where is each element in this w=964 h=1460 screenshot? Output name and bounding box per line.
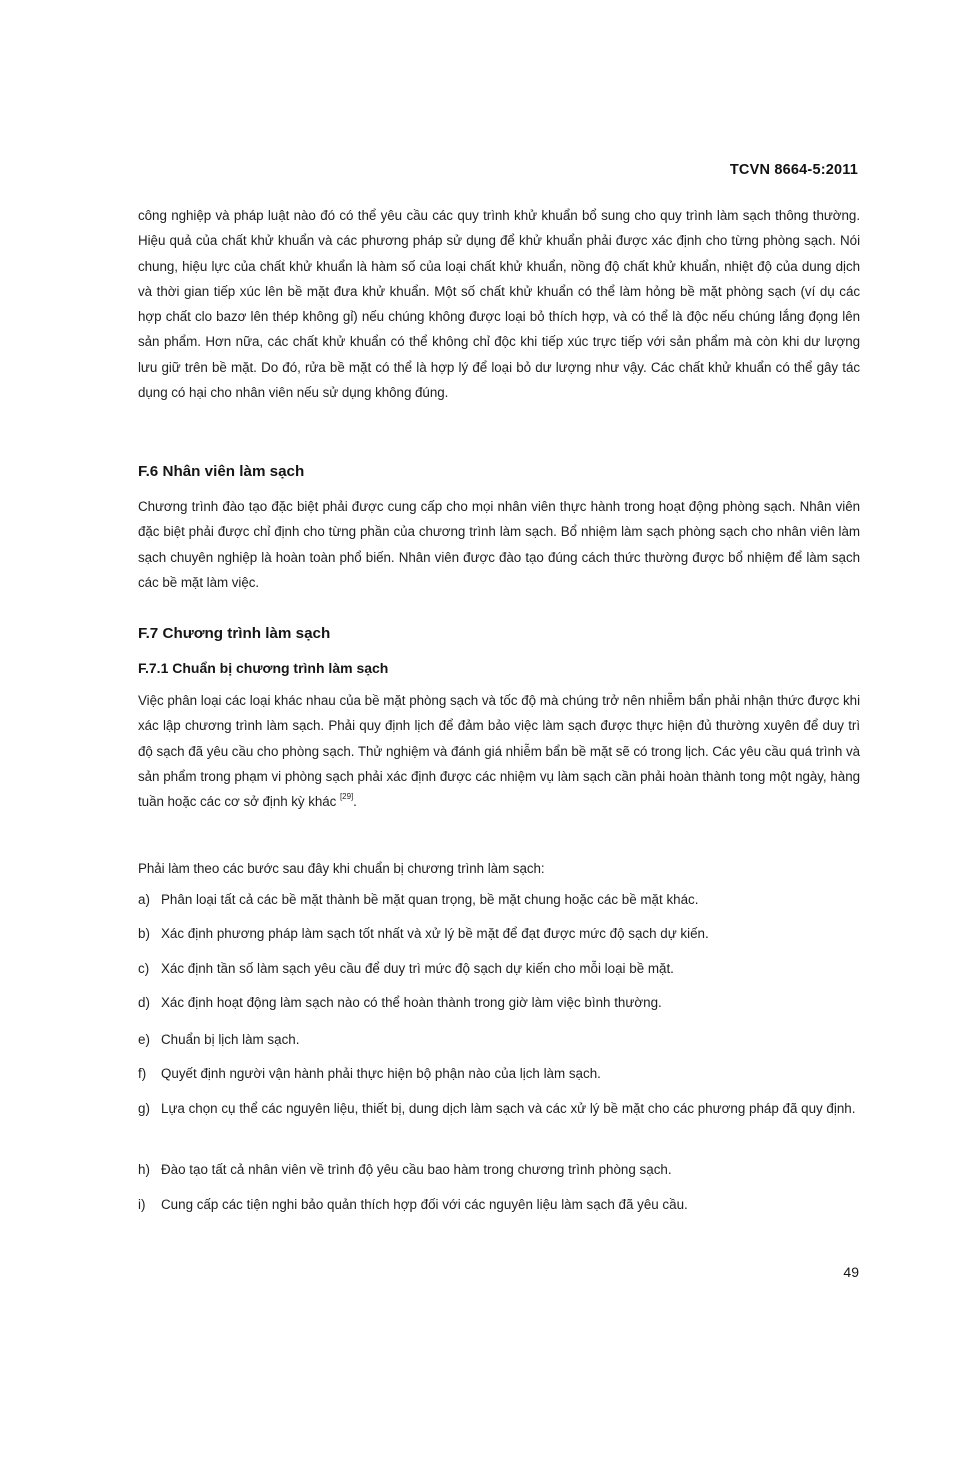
- section-f6-paragraph: Chương trình đào tạo đặc biệt phải được cung cấp cho mọi nhân viên thực hành trong hoạt động phòng sạch. Nhân viên đặc biệt phải được chỉ định cho từng phần của chương trình làm sạch. Bổ nhiệm làm sạch phòng sạch cho nhân viên làm sạch chuyên nghiệp là hoàn toàn phổ biến. Nhân viên được đào tạo đúng cách thức thường được bổ nhiệm để làm sạch các bề mặt làm việc.: [138, 499, 860, 590]
- section-f71-paragraph-text: Việc phân loại các loại khác nhau của bề mặt phòng sạch và tốc độ mà chúng trở nên nhiễm bẩn phải nhận thức được khi xác lập chương trình làm sạch. Phải quy định lịch để đảm bảo việc làm sạch được thực hiện đủ thường xuyên để duy trì độ sạch đã yêu cầu cho phòng sạch. Thử nghiệm và đánh giá nhiễm bẩn bề mặt sẽ có trong lịch. Các yêu cầu quá trình và sản phẩm trong phạm vi phòng sạch phải xác định được các nhiệm vụ làm sạch cần phải hoàn thành tong một ngày, hàng tuần hoặc các cơ sở định kỳ khác: [138, 693, 860, 810]
- list-item-text: Phân loại tất cả các bề mặt thành bề mặt quan trọng, bề mặt chung hoặc các bề mặt khác.: [161, 892, 699, 907]
- list-marker: g): [138, 1101, 150, 1116]
- section-f71-paragraph-end: .: [353, 794, 357, 810]
- list-item: [138, 1157, 860, 1183]
- list-marker: e): [138, 1032, 150, 1047]
- list-item: [138, 887, 860, 913]
- list-item-text: Xác định tần số làm sạch yêu cầu để duy trì mức độ sạch dự kiến cho mỗi loại bề mặt.: [161, 961, 674, 976]
- list-marker: i): [138, 1197, 146, 1212]
- list-item-text: Chuẩn bị lịch làm sạch.: [161, 1032, 300, 1047]
- list-marker: f): [138, 1066, 147, 1081]
- standard-code-header: TCVN 8664-5:2011: [729, 162, 858, 178]
- steps-intro: Phải làm theo các bước sau đây khi chuẩn bị chương trình làm sạch:: [138, 861, 545, 876]
- list-item-text: Đào tạo tất cả nhân viên về trình độ yêu cầu bao hàm trong chương trình phòng sạch.: [161, 1162, 672, 1177]
- list-item: [138, 990, 860, 1016]
- list-item: [138, 921, 860, 947]
- page-number: 49: [843, 1264, 859, 1280]
- list-item: [138, 1192, 860, 1218]
- section-f71-paragraph: [138, 688, 860, 814]
- list-item: [138, 1061, 860, 1087]
- list-item: [138, 1027, 860, 1053]
- list-marker: a): [138, 892, 150, 907]
- intro-paragraph: công nghiệp và pháp luật nào đó có thể yêu cầu các quy trình khử khuẩn bổ sung cho quy trình làm sạch thông thường. Hiệu quả của chất khử khuẩn và các phương pháp sử dụng để khử khuẩn phải được xác định cho từng phòng sạch. Nói chung, hiệu lực của chất khử khuẩn là hàm số của loại chất khử khuẩn, nồng độ chất khử khuẩn, nhiệt độ của dung dịch và thời gian tiếp xúc lên bề mặt đưa khử khuẩn. Một số chất khử khuẩn có thể làm hỏng bề mặt phòng sạch (ví dụ các hợp chất clo bazơ lên thép không gỉ) nếu chúng không được loại bỏ thích hợp, và có thể là độc nếu chúng lắng đọng lên sản phẩm. Hơn nữa, các chất khử khuẩn có thể không chỉ độc khi tiếp xúc trực tiếp với sản phẩm mà còn khi dư lượng lưu giữ trên bề mặt. Do đó, rửa bề mặt có thể là hợp lý để loại bỏ dư lượng như vậy. Các chất khử khuẩn có thể gây tác dụng có hại cho nhân viên nếu sử dụng không đúng.: [138, 208, 860, 401]
- list-item-text: Xác định hoạt động làm sạch nào có thể hoàn thành trong giờ làm việc bình thường.: [161, 995, 662, 1010]
- subsection-heading-f71: F.7.1 Chuẩn bị chương trình làm sạch: [138, 660, 389, 676]
- list-item-text: Cung cấp các tiện nghi bảo quản thích hợp đối với các nguyên liệu làm sạch đã yêu cầu.: [161, 1197, 688, 1212]
- citation-reference[interactable]: [29]: [340, 792, 354, 802]
- list-marker: d): [138, 995, 150, 1010]
- section-heading-f6: F.6 Nhân viên làm sạch: [138, 463, 305, 480]
- list-marker: b): [138, 926, 150, 941]
- list-item-text: Xác định phương pháp làm sạch tốt nhất và xử lý bề mặt để đạt được mức độ sạch dự kiến.: [161, 926, 709, 941]
- list-item-text: Quyết định người vận hành phải thực hiện bộ phận nào của lịch làm sạch.: [161, 1066, 601, 1081]
- list-marker: h): [138, 1162, 150, 1177]
- section-heading-f7: F.7 Chương trình làm sạch: [138, 625, 331, 642]
- list-item-text: Lựa chọn cụ thể các nguyên liệu, thiết bị, dung dịch làm sạch và các xử lý bề mặt cho các phương pháp đã quy định.: [161, 1101, 856, 1116]
- list-marker: c): [138, 961, 150, 976]
- list-item: [138, 956, 860, 982]
- list-item: [138, 1096, 860, 1122]
